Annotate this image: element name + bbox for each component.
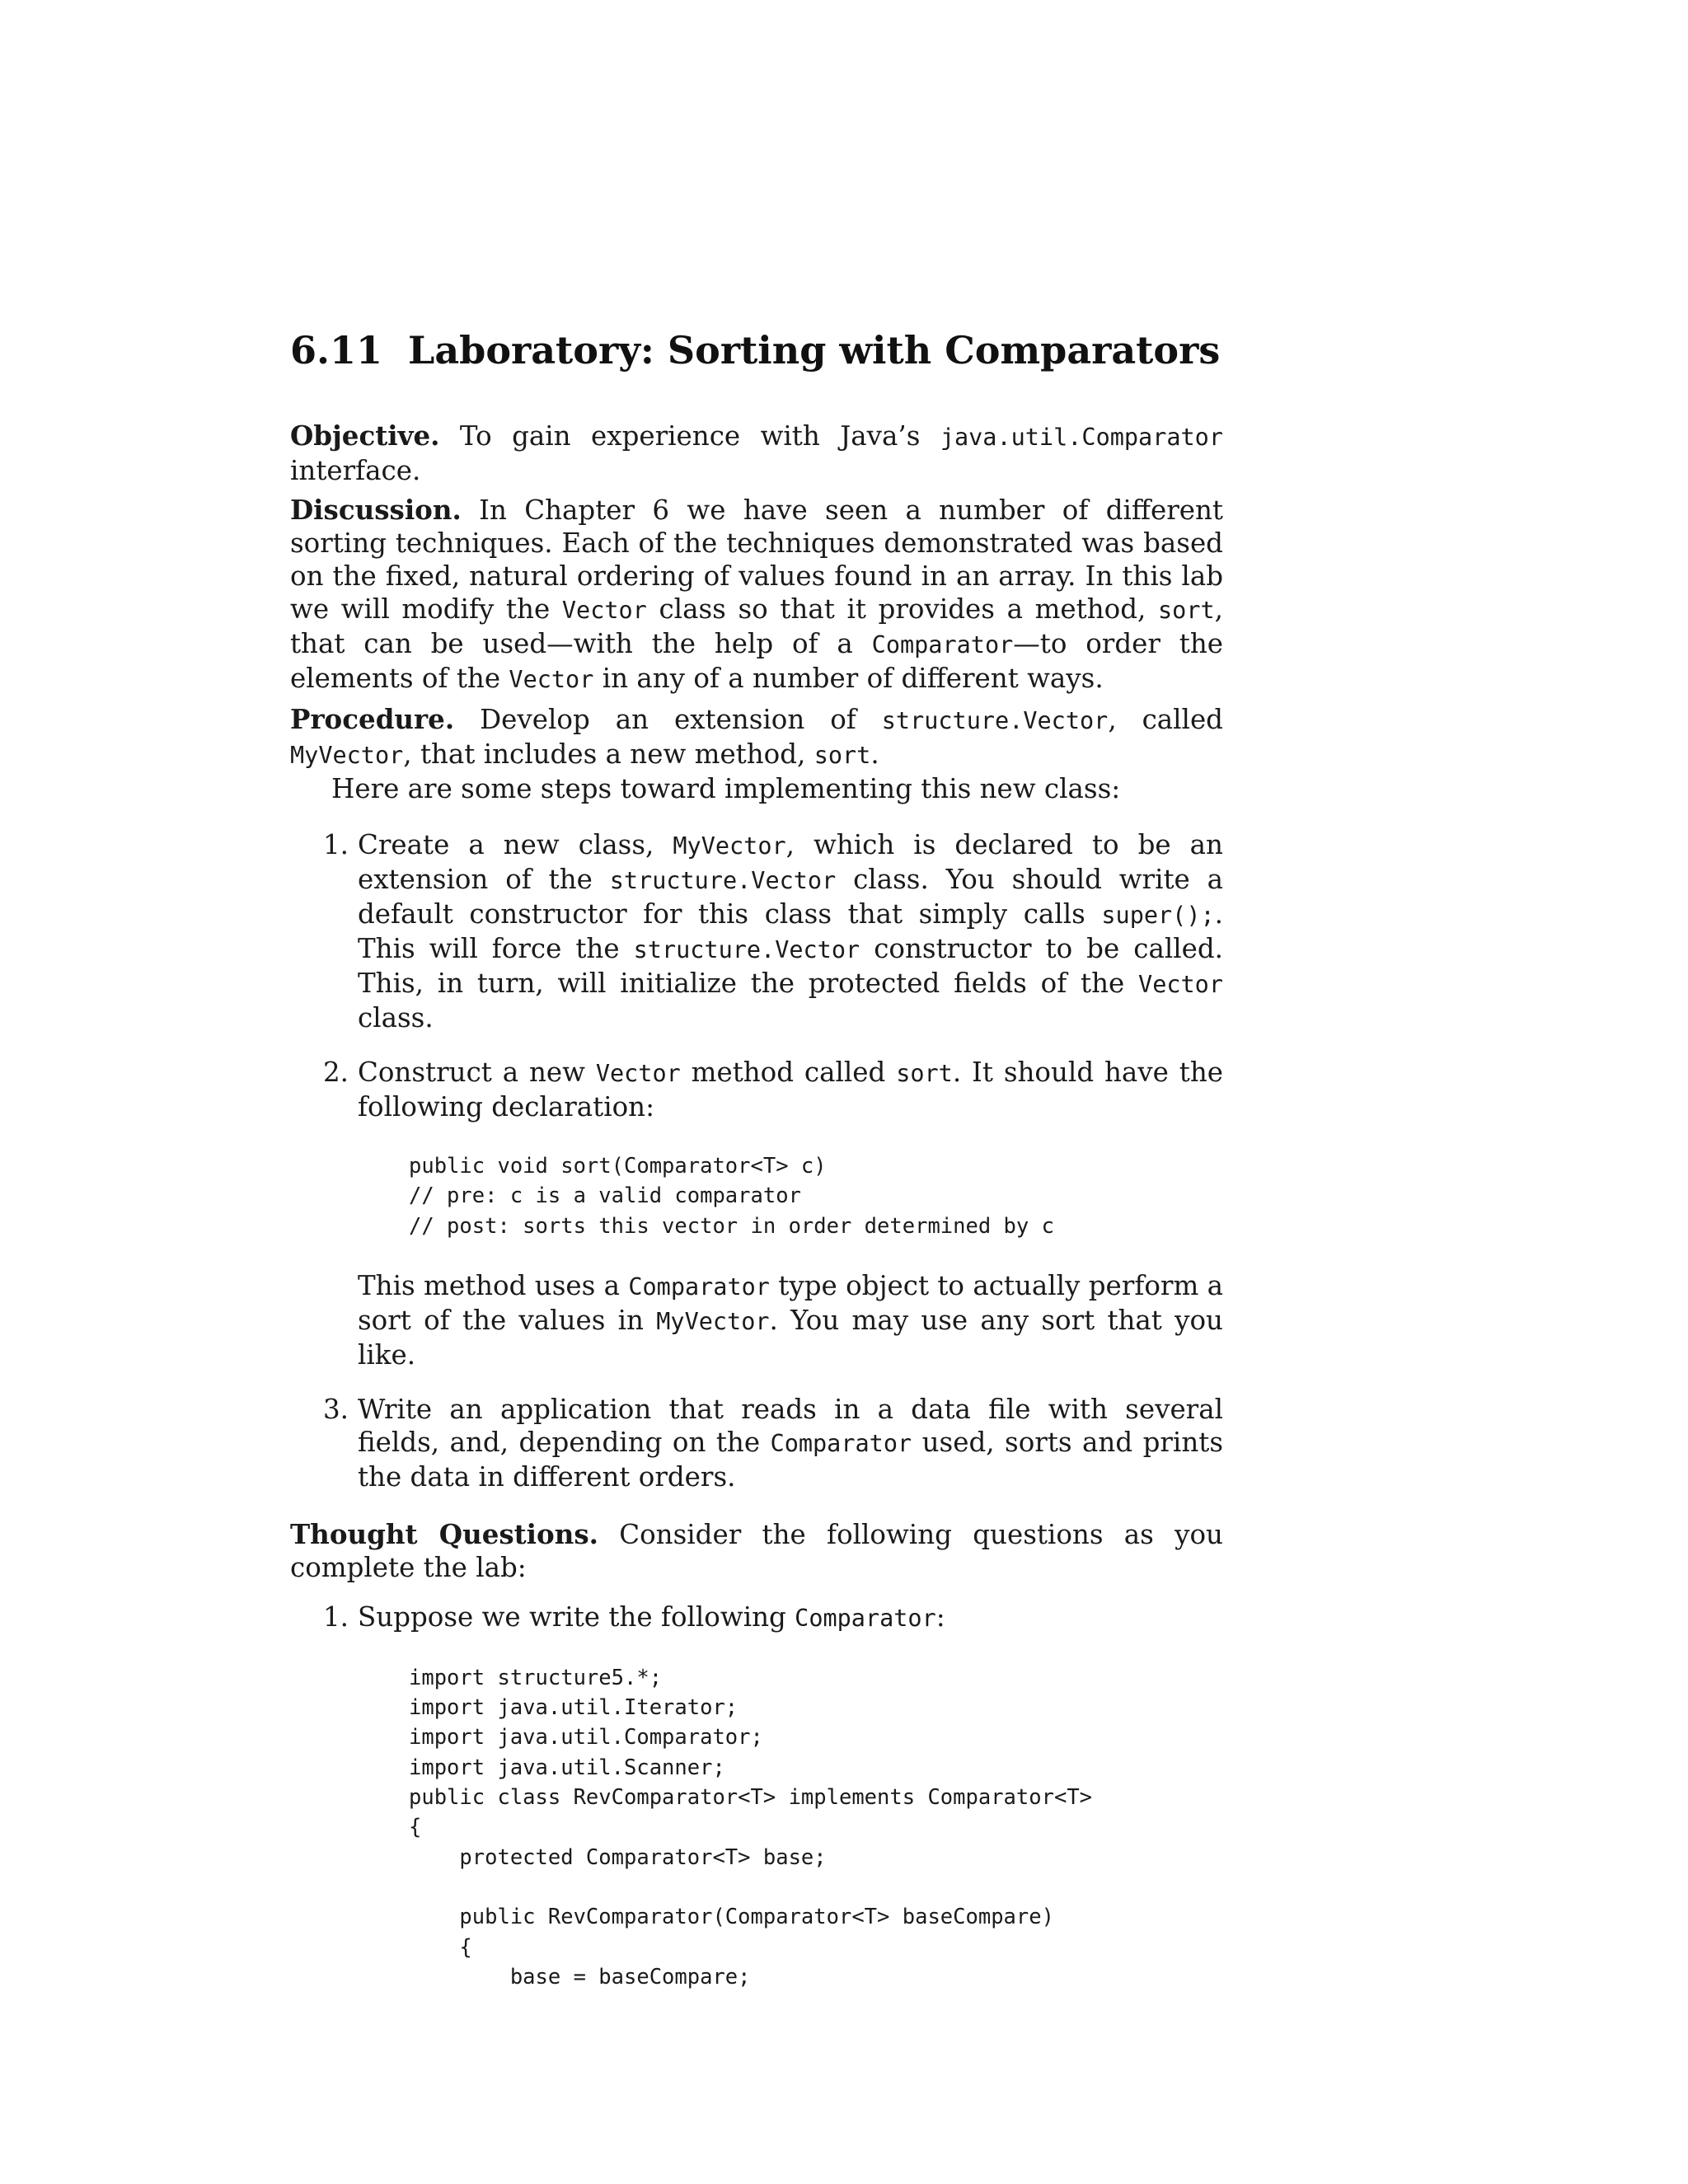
objective-paragraph — [290, 419, 1223, 487]
code-inline: sort — [1158, 597, 1215, 624]
thought-questions-paragraph — [290, 1518, 1223, 1584]
objective-label: Objective. — [290, 419, 440, 452]
procedure-paragraph — [290, 703, 1223, 772]
list-marker: 1. — [323, 829, 349, 860]
steps-list — [290, 828, 1223, 1493]
section-heading — [290, 326, 1223, 375]
code-block-rev-comparator: import structure5.*; import java.util.Iterator; import java.util.Comparator; import java.util.Scanner; public class RevComparator<T> implements Comparator<T> { protected Comparator<T> base; public RevComparator(Comparator<T> baseCompare) { base = baseCompare; — [409, 1665, 1093, 1990]
section-number: 6.11 — [290, 328, 383, 373]
questions-list — [290, 1601, 1223, 1992]
list-marker: 3. — [323, 1393, 349, 1425]
step-text: Create a new class, — [358, 829, 673, 860]
list-item — [290, 1393, 1223, 1493]
discussion-text: In Chapter 6 we have seen a number of different sorting techniques. Each of the techniques demonstrated was based on the fixed, natural ordering of values found in an array. In this lab we will modify the — [290, 494, 1223, 625]
code-inline: super(); — [1101, 902, 1215, 929]
question-text: : — [935, 1601, 945, 1633]
list-item — [290, 1056, 1223, 1371]
list-marker: 1. — [323, 1601, 349, 1633]
thought-text: Consider the following questions as you complete the lab: — [290, 1518, 1223, 1583]
procedure-text: , called — [1108, 704, 1223, 735]
code-inline: Comparator — [871, 631, 1014, 658]
procedure-text: , that includes a new method, — [403, 738, 814, 770]
step-text: . It should have the following declaration: — [358, 1057, 1223, 1122]
thought-questions-label: Thought Questions. — [290, 1517, 598, 1550]
discussion-text: in any of a number of different ways. — [593, 663, 1104, 694]
code-inline: structure.Vector — [633, 936, 860, 963]
step-text: constructor to be called. This, in turn, will initialize the protected fields of the — [358, 933, 1223, 999]
procedure-intro: Here are some steps toward implementing this new class: — [331, 773, 1121, 804]
section-title: Laboratory: Sorting with Comparators — [408, 328, 1221, 373]
step-text: method called — [680, 1057, 897, 1088]
discussion-label: Discussion. — [290, 494, 462, 526]
step-text: Write an application that reads in a data file with several fields, and, depending on the — [358, 1393, 1223, 1458]
step-text: . You may use any sort that you like. — [358, 1304, 1223, 1371]
code-inline: Vector — [1138, 971, 1223, 998]
discussion-paragraph — [290, 494, 1223, 696]
code-inline: MyVector — [673, 832, 786, 860]
step-text: Construct a new — [358, 1057, 596, 1088]
step-text: , which is declared to be an extension of the — [358, 829, 1223, 895]
code-inline: Vector — [561, 597, 647, 624]
page — [290, 326, 1223, 2020]
objective-text: To gain experience with Java’s — [439, 420, 940, 452]
step-text: used, sorts and prints the data in different orders. — [358, 1426, 1223, 1493]
code-inline: Comparator — [770, 1429, 912, 1457]
objective-text: interface. — [290, 455, 421, 486]
question-text: Suppose we write the following — [358, 1601, 795, 1633]
step-text: . This will force the — [358, 898, 1223, 964]
code-inline: MyVector — [656, 1307, 770, 1335]
code-inline: Comparator — [795, 1604, 936, 1632]
code-inline: sort — [814, 742, 871, 769]
code-inline: java.util.Comparator — [940, 424, 1223, 451]
code-inline: Comparator — [628, 1272, 770, 1301]
procedure-text: . — [870, 738, 879, 770]
discussion-text: class so that it provides a method, — [646, 593, 1159, 625]
procedure-text: Develop an extension of — [454, 704, 882, 735]
code-inline: sort — [896, 1060, 953, 1087]
step-text: type object to actually perform a sort of the values in — [358, 1269, 1223, 1336]
code-inline: MyVector — [290, 742, 404, 769]
list-item — [290, 828, 1223, 1034]
list-item — [290, 1601, 1223, 1992]
list-marker: 2. — [323, 1057, 349, 1088]
code-inline: structure.Vector — [609, 867, 837, 894]
discussion-text: , that can be used—with the help of a — [290, 593, 1223, 659]
code-inline: Vector — [595, 1060, 681, 1087]
code-inline: Vector — [509, 666, 594, 693]
step-text: This method uses a — [358, 1269, 629, 1301]
discussion-text: —to order the elements of the — [290, 628, 1223, 694]
procedure-label: Procedure. — [290, 703, 455, 735]
step-text: class. You should write a default constructor for this class that simply calls — [358, 864, 1224, 930]
code-inline: structure.Vector — [881, 707, 1109, 734]
step-text: class. — [358, 1002, 434, 1033]
code-block-sort-declaration: public void sort(Comparator<T> c) // pre: c is a valid comparator // post: sorts this vector in order determined by c — [409, 1154, 1054, 1239]
